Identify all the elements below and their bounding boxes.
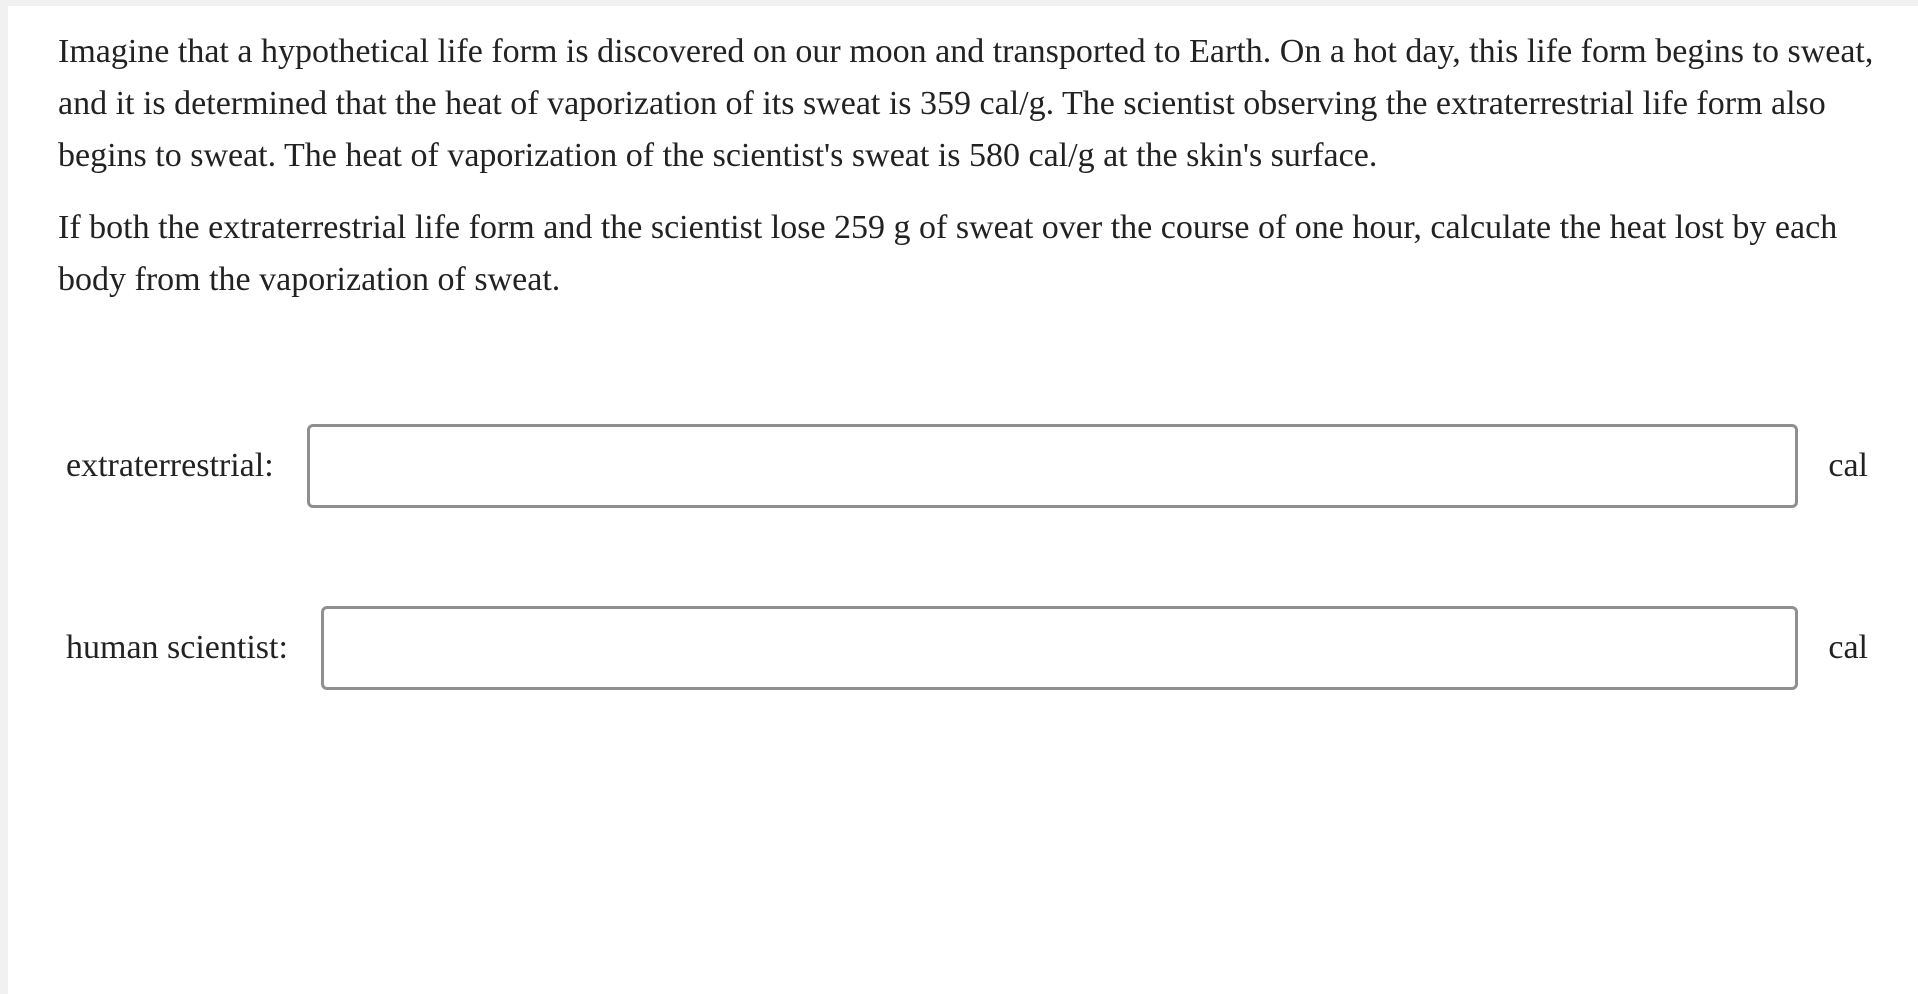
question-text [58,26,1888,306]
extraterrestrial-input[interactable] [307,424,1798,508]
question-paragraph-2: If both the extraterrestrial life form and the scientist lose 259 g of sweat over the course of one hour, calculate the heat lost by each body from the vaporization of sweat. [58,209,1838,298]
extraterrestrial-unit: cal [1828,447,1868,484]
page-left-edge [0,0,8,994]
human-scientist-unit: cal [1828,629,1868,666]
question-paragraph-1: Imagine that a hypothetical life form is discovered on our moon and transported to Earth. On a hot day, this life form begins to sweat, and it is determined that the heat of vaporization of its sweat is 359 cal/g. The scientist observing the extraterrestrial life form also begins to sweat. The heat of vaporization of the scientist's sweat is 580 cal/g at the skin's surface. [58,33,1874,174]
extraterrestrial-label: extraterrestrial: [66,447,274,484]
human-scientist-input[interactable] [321,606,1798,690]
extraterrestrial-answer-row [66,424,1868,508]
human-scientist-answer-row [66,606,1868,690]
human-scientist-label: human scientist: [66,629,288,666]
page-top-edge [0,0,1918,6]
